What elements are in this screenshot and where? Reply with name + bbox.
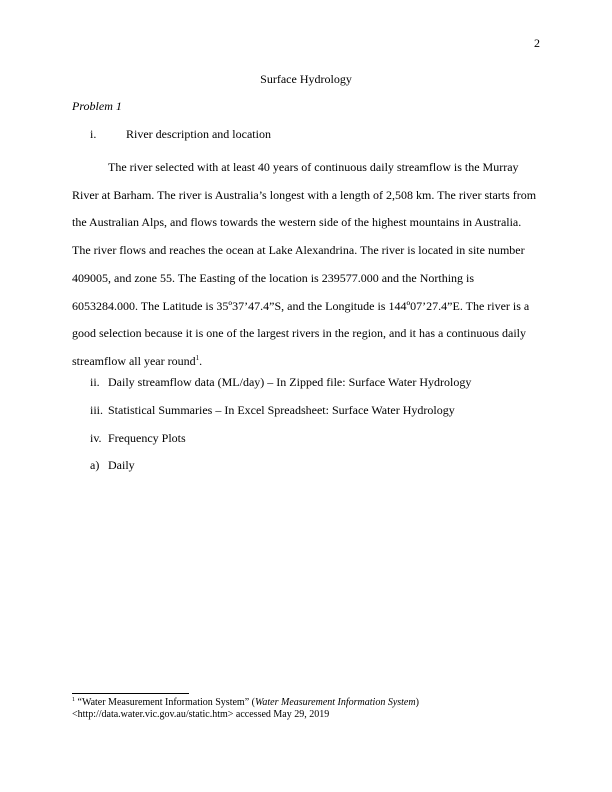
- end-punctuation: .: [199, 353, 203, 368]
- paragraph-line-last: [72, 348, 542, 376]
- list-number: i.: [90, 127, 97, 141]
- list-item-iv: [90, 431, 186, 446]
- footnote-line-1: [72, 697, 419, 709]
- list-item-a: [90, 458, 135, 473]
- paragraph-line: 409005, and zone 55. The Easting of the location is 239577.000 and the Northing is: [72, 270, 475, 285]
- list-label: Daily streamflow data (ML/day) – In Zipped file: Surface Water Hydrology: [108, 375, 472, 389]
- footnote-separator: [72, 693, 189, 694]
- paragraph-line: the Australian Alps, and flows towards the western side of the highest mountains in Australia.: [72, 215, 522, 230]
- list-number: ii.: [90, 375, 100, 389]
- list-item-iii: [90, 403, 455, 418]
- paragraph-line: 6053284.000. The Latitude is 35º37’47.4”S, and the Longitude is 144º07’27.4”E. The river is a: [72, 298, 530, 313]
- list-number: iv.: [90, 431, 102, 445]
- footnote-italic-title: Water Measurement Information System: [254, 697, 416, 708]
- paragraph-line: good selection because it is one of the largest rivers in the region, and it has a continuous daily: [72, 326, 526, 341]
- page-number: 2: [534, 36, 540, 50]
- list-label: River description and location: [126, 127, 271, 141]
- footnote-text: ): [415, 697, 419, 708]
- paragraph-text: streamflow all year round: [72, 353, 196, 368]
- list-number: iii.: [90, 403, 104, 417]
- footnote-text: “Water Measurement Information System” (: [75, 697, 255, 708]
- list-number: a): [90, 458, 100, 472]
- document-title: Surface Hydrology: [260, 72, 352, 86]
- list-item-i: [90, 127, 271, 142]
- body-paragraph: [72, 154, 542, 376]
- list-label: Frequency Plots: [108, 431, 186, 445]
- section-heading: Problem 1: [72, 99, 122, 113]
- footnote: [72, 697, 419, 721]
- paragraph-line: The river selected with at least 40 years of continuous daily streamflow is the Murray: [108, 160, 519, 174]
- list-label: Daily: [108, 458, 135, 472]
- footnote-reference[interactable]: 1: [195, 353, 200, 362]
- footnote-line-2: <http://data.water.vic.gov.au/static.htm> accessed May 29, 2019: [72, 709, 330, 720]
- list-label: Statistical Summaries – In Excel Spreadsheet: Surface Water Hydrology: [108, 403, 455, 417]
- footnote-marker: 1: [72, 697, 75, 703]
- paragraph-line: River at Barham. The river is Australia’s longest with a length of 2,508 km. The river starts from: [72, 187, 537, 202]
- paragraph-line: The river flows and reaches the ocean at Lake Alexandrina. The river is located in site number: [72, 243, 525, 258]
- list-item-ii: [90, 375, 471, 390]
